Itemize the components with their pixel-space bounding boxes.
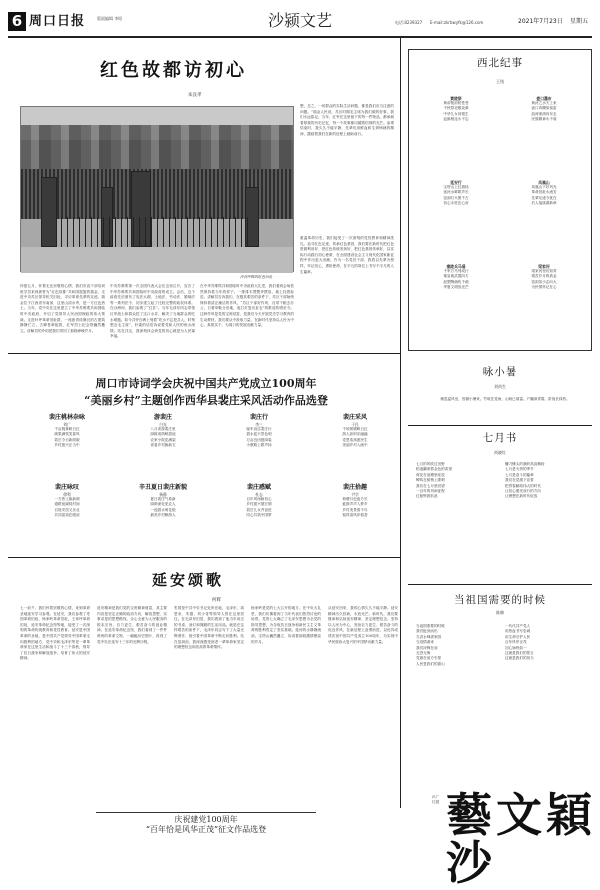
side1-poem-title: 黄陵祭 (450, 96, 462, 101)
event-poem (120, 484, 206, 519)
event-poem-body: 夏日裴庄气象新 绿荫深处见农人 一池碧水荷花艳 最美乡村醉游人 (150, 497, 176, 518)
feature-col-2: 中央苏维埃第一次全国代表大会在这里召开，宣告了中华苏维埃共和国临时中央政府的成立。会后，这个政府先后颁布了宪法大纲、土地法、劳动法、婚姻法等一系列法令，初步建立起了比较完整的政权体系。在沙洲坝，我们参观了“红井”。当年毛泽东同志带领红军战士和群众挖了这口水井，解决了当地群众的吃水难题。如今井旁石碑上刻着“吃水不忘挖井人，时刻想念毛主席”，朴素的话语诉说着党和人民的鱼水深情。站在井边，我深刻体会到党的初心就是为人民谋幸福。 (110, 284, 195, 339)
event-poem (120, 414, 206, 449)
yanan-col-4: 杨家岭是党的七大召开的地方。在中央大礼堂，我们仿佛看到了当年代表们热烈讨论的场景。党的七大确立了毛泽东思想为全党的指导思想，为夺取抗日战争和新民主主义革命的胜利奠定了坚实基础。延河的水静静流淌，宝塔山巍然矗立，诉说着那段激情燃烧的岁月。 (251, 606, 321, 644)
banner-line1: 庆祝建党100周年 (174, 815, 238, 824)
side1-poem-title: 延安行 (450, 180, 462, 185)
side3-author: 尚晓红 (494, 450, 506, 455)
header-rule (8, 36, 592, 38)
side1-poem-body: 黄河之水天上来 壶口奔腾似惊雷 浪涛滚滚向东去 民族精神永不衰 (531, 101, 557, 122)
header-date: 2021年7月23日 (518, 18, 563, 25)
event-poem-title: 裴庄行 (249, 414, 268, 421)
paper-name: 周口日报 (29, 14, 86, 29)
event-poem-author: 于民 (351, 422, 359, 427)
event-title-line1: 周口市诗词学会庆祝中国共产党成立100周年 (95, 377, 317, 390)
feature-col-3: 在中华苏维埃共和国临时中央政府大礼堂，我们看到会场依然保持着当年的样子。一排排木凳整齐摆放，墙上挂着标语。讲解员告诉我们，在极其艰苦的条件下，苏区干部始终保持着清正廉洁的作风，“苏区干部好作风，自带干粮去办公，日着草鞋分田地，夜打灯笼访贫农”的歌谣传唱至今。这种作风是党的宝贵财富，是我们今天开展党史学习教育的生动教材。我们要从中汲取力量，在新时代坚持以人民为中心，真抓实干，为周口的发展贡献力量。 (200, 284, 294, 328)
yanan-col-3: 枣园是中共中央书记处所在地，毛泽东、周恩来、朱德、刘少奇等领导人曾在这里居住。在毛泽东旧居，我们看到了他当年用过的书桌、油灯和简陋的生活用品。就是在这样艰苦的条件下，毛泽东同志写下了大量光辉著作，指引着中国革命不断走向胜利。站在窑洞前，我深深感受到老一辈革命家坚定的理想信念和崇高的革命情怀。 (174, 606, 244, 650)
yanan-author: 何辉 (212, 598, 221, 603)
side4-body: 当祖国需要的时候 我们挺身而出 当洪水肆虐家园 当疫情袭来 我们冲锋在前 无怨无悔 党旗在前方引领 人民是我们的靠山 一代代共产党人 用热血书写忠诚 用生命守护人民 百年风华正茂 初心始终如一 这就是我们的誓言 这就是我们的担当 (416, 624, 534, 666)
side-divider-2 (408, 584, 592, 585)
section-title: 沙颍文艺 (268, 11, 333, 30)
event-poem-body: 八月来游裴庄里 绿树成荫映碧池 农家小院花满架 喜看乡村换新衣 (150, 427, 176, 448)
event-poem (216, 414, 302, 449)
page-number: 6 (8, 12, 26, 31)
calligraphy-credit: 孙广柱题 (432, 795, 440, 804)
side1-poem (504, 96, 584, 123)
column-divider (400, 38, 401, 808)
event-poem-author: 尹学 (351, 492, 359, 497)
event-title-line2: “美丽乡村”主题创作西华县裴庄采风活动作品选登 (84, 394, 328, 407)
event-poem-body: 千顷荷塘映日红 游人如织乐融融 党恩浩荡惠民生 美丽乡村入画中 (342, 427, 368, 448)
event-poem-title: 裴庄感赋 (246, 484, 271, 491)
event-poem (312, 414, 398, 449)
side2-author: 刘尚生 (494, 384, 506, 389)
side1-poem-title: 壶口瀑布 (536, 96, 552, 101)
event-poem-body: 千亩桃林映日红 硕果满枝笑春风 裴庄今日新面貌 乡村振兴正当中 (54, 427, 80, 448)
calligraphy-masthead: 藝文穎沙 (446, 788, 596, 890)
event-poem-author: 白光 (159, 422, 167, 427)
side-divider-1 (408, 425, 592, 426)
side1-author: 王钱 (496, 79, 504, 84)
event-poem (216, 484, 302, 519)
side1-poem-title: 梁家河 (538, 264, 550, 269)
side4-author: 陈赫 (496, 610, 504, 615)
side1-poem (504, 264, 584, 291)
event-poem (24, 484, 110, 519)
event-poem-body: 百年风雨砺初心 乡村振兴展宏图 裴庄儿女齐奋进 同心共筑中国梦 (246, 497, 272, 518)
divider-1 (8, 353, 400, 354)
header-email: E-mail:zkrbwyfk@126.com (430, 20, 484, 25)
photo-caption: 沙河岸畔的红色旧址 (240, 275, 273, 279)
event-poem-body: 一方热土换新颜 道路宽阔绕村间 百姓安居又乐业 共同富裕在眼前 (54, 497, 80, 518)
yanan-title: 延安颂歌 (152, 571, 225, 589)
side1-poem-body: 梁家河里访知青 艰苦岁月炼真金 窑洞虽小志向大 为民情怀记在心 (531, 269, 557, 290)
event-poem-body: 荷塘月色夜方长 蛙鼓声声入梦乡 乡村美景看不尽 留得清风伴稻香 (342, 497, 368, 518)
event-poem-title: 游裴庄 (153, 414, 172, 421)
feature-col-1: 仲夏五月，怀着无比崇敬的心情，我们市直干部培训班学员来到被誉为“红色故都”共和国摇篮的瑞金，走进中央苏区领导机关旧址，寻访革命先辈的足迹。瑞金位于江西省东南部，这里山清水秀，是一方红色热土。当年，党中央在这里建立了中华苏维埃共和国临时中央政府，开启了党领导人民治国理政的伟大预演。走进叶坪革命旧址群，一座座青砖黛瓦的古建筑静静伫立，古樟苍翠挺拔，红军烈士纪念塔巍然矗立。讲解员的介绍把我们带回了那段峥嵘岁月。 (20, 284, 105, 333)
side1-poem-body: 凤凰山下好风光 革命旧址永流芳 先辈足迹今犹在 后人接续谱新章 (531, 185, 557, 206)
side1-title: 西北纪事 (477, 57, 523, 69)
side1-poem-title: 凤凰山 (538, 180, 550, 185)
event-poem-title: 裴庄咏叹 (54, 484, 79, 491)
editors-credit: 版面编辑 李昭 (97, 16, 123, 21)
feature-col-4: 想，总之，一切群众的实际生活问题，都是我们应当注意的问题。”瑞金人民说，苏区时期毛主席为我们做的好事，我们永远铭记。当年，红军在这里留下的每一件物品，都承载着厚重的历史记忆，每一个故事都闪耀着信仰的光芒。参观结束时，我久久不能平静，先辈们用鲜血和生命铸就的精神，激励着我们在新的征程上砥砺前行。 (300, 104, 394, 136)
feature-photo (20, 106, 294, 272)
event-poem-author: 杨静 (159, 492, 167, 497)
side1-poem (416, 264, 496, 291)
side4-title: 当祖国需要的时候 (454, 594, 546, 606)
event-poem-author: 徐利 (63, 492, 71, 497)
event-poem-title: 辛丑夏日裴庄新貌 (138, 484, 187, 491)
side1-poem-title: 秦陵兵马俑 (446, 264, 466, 269)
footer-banner (96, 812, 316, 835)
event-poem-body: 驱车直往裴庄行 碧水蓝天景色明 万亩良田披绿装 小康路上歌声扬 (246, 427, 272, 448)
header-phone: 电话:8239327 (395, 20, 423, 25)
feature-title: 红色故都访初心 (100, 60, 247, 81)
feature-col-5: 重温革命历史，我们接受了一次深刻的党性教育和精神洗礼。追寻红色足迹，传承红色基因，我们要在新时代把红色资源利用好、把红色传统发扬好、把红色基因传承好，以实际行动践行初心使命，在全面建设社会主义现代化国家新征程中作出更大贡献。作为一名党员干部，我将以先辈为榜样，牢记初心，勇担使命，在平凡的岗位上书写不平凡的人生篇章。 (300, 236, 394, 274)
feature-author: 朱良孝 (188, 93, 202, 98)
event-poem-title: 裴庄拾趣 (342, 484, 367, 491)
event-poem-author: 杜志 (255, 492, 263, 497)
yanan-col-1: 七一前夕，我们怀着崇敬的心情，来到革命圣地延安学习参观。在延安，我们参观了枣园革命旧址，杨家岭革命旧址，王家坪革命旧址，延安革命纪念馆等地，接受了一次深刻的革命传统教育和党性教育。延安是中国革命的圣地，是中国共产党领导中国革命走向胜利的地方，党中央和毛泽东等老一辈革命家在这里生活和战斗了十三个春秋，领导了抗日战争和解放战争，培育了伟大的延安精神。 (20, 606, 90, 661)
side2-title: 咏小暑 (482, 366, 518, 378)
side3-body: 七月的风吹过田野 稻浪翻滚着金色的希望 荷花在池塘里绽放 蝉鸣在树梢上歌唱 我们在七月里回望 一百年的风雨征程 红船劈波斩浪 镰刀锤头的旗帜高高飘扬 七月是火热的季节 七月是奋斗的篇章 我们在党旗下宣誓 把青春献给伟大的时代 让初心照亮前行的方向 让理想在新时代绽放 (416, 462, 545, 499)
event-poem (312, 484, 398, 519)
event-poem-title: 裴庄桃林杂咏 (48, 414, 85, 421)
yanan-col-5: 从延安回来，我的心情久久不能平静。延安精神历久弥新，永放光芒。新时代，我们要继承和弘扬延安精神，坚定理想信念，坚持以人民为中心，发扬自力更生、艰苦奋斗的优良作风，在新征程上奋勇前进，以优异成绩庆祝中国共产党成立100周年，为实现中华民族伟大复兴的中国梦贡献力量。 (328, 606, 398, 644)
side3-title: 七月书 (482, 432, 518, 444)
event-poem-title: 裴庄采风 (342, 414, 367, 421)
side1-poem-body: 宝塔山上红旗扬 延河水畔歌声长 窑洞灯火照千古 初心永驻在心房 (443, 185, 469, 206)
side1-poem (416, 180, 496, 207)
header-weekday: 星期五 (570, 18, 589, 25)
event-poem-author: 刘广 (63, 422, 71, 427)
side1-poem-body: 千军万马列成行 秦皇威武震四方 泥塑陶俑传千载 华夏文明放光芒 (443, 269, 469, 290)
divider-2 (8, 557, 400, 558)
side1-poem (416, 96, 496, 123)
side1-poem (504, 180, 584, 207)
side1-poem-body: 黄帝陵前柏苍苍 千秋祭祀敬炎黄 中华儿女同根生 血脉相连永不忘 (443, 101, 469, 122)
event-poem-author: 李三 (255, 422, 263, 427)
event-poem (24, 414, 110, 449)
side2-body: 倏忽温风至，因循小暑来。竹喧先觉雨，山暗已闻雷。户牖深青霭，阶庭长绿苔。 (440, 397, 570, 401)
yanan-col-2: 延安精神是我们党的宝贵精神财富，其主要内容是坚定正确的政治方向，解放思想、实事求是的思想路线，全心全意为人民服务的根本宗旨，自力更生、艰苦奋斗的创业精神。在延安革命纪念馆，我们看到了一件件珍贵的革命文物，一幅幅历史图片，再现了党中央在延安十三年的光辉历程。 (97, 606, 167, 644)
banner-line2: “百年恰是风华正茂”征文作品选登 (145, 825, 267, 834)
